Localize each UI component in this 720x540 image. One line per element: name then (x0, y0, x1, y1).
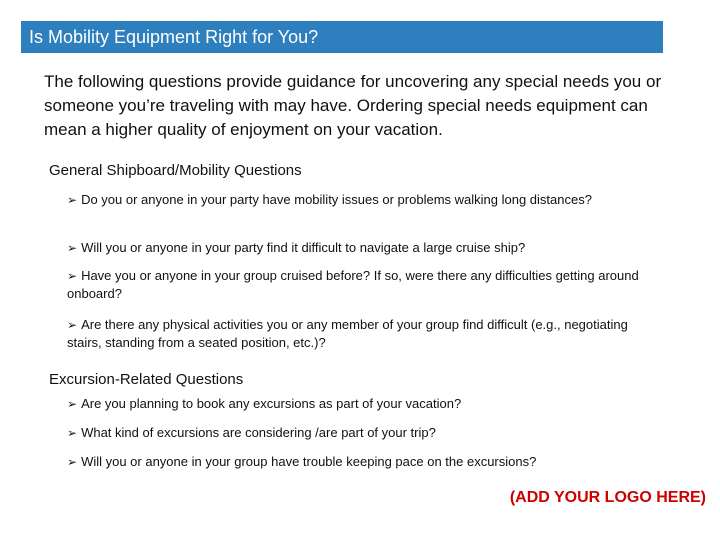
list-item (67, 316, 647, 352)
arrow-bullet-icon: ➢ (67, 397, 78, 411)
list-item-text: Do you or anyone in your party have mobility issues or problems walking long distances? (81, 192, 592, 207)
logo-placeholder: (ADD YOUR LOGO HERE) (509, 489, 706, 506)
list-item-text: Are there any physical activities you or any member of your group find difficult (e.g., negotiating stairs, standing from a seated position, etc.)? (67, 317, 628, 350)
arrow-bullet-icon: ➢ (67, 193, 78, 207)
list-item (67, 267, 647, 303)
list-item-text: Are you planning to book any excursions as part of your vacation? (81, 396, 462, 411)
list-item-text: Have you or anyone in your group cruised before? If so, were there any difficulties getting around onboard? (67, 268, 639, 301)
arrow-bullet-icon: ➢ (67, 455, 78, 469)
list-item (67, 395, 647, 413)
page-title: Is Mobility Equipment Right for You? (29, 27, 319, 47)
list-item (67, 191, 647, 209)
list-item-text: What kind of excursions are considering /are part of your trip? (81, 425, 436, 440)
section-heading-general: General Shipboard/Mobility Questions (49, 162, 302, 179)
title-bar (21, 21, 663, 53)
list-item-text: Will you or anyone in your party find it difficult to navigate a large cruise ship? (81, 240, 526, 255)
arrow-bullet-icon: ➢ (67, 318, 78, 332)
list-item (67, 239, 647, 257)
arrow-bullet-icon: ➢ (67, 269, 78, 283)
list-item-text: Will you or anyone in your group have trouble keeping pace on the excursions? (81, 454, 537, 469)
arrow-bullet-icon: ➢ (67, 426, 78, 440)
list-item (67, 424, 647, 442)
intro-paragraph: The following questions provide guidance for uncovering any special needs you or someone you’re traveling with may have. Ordering special needs equipment can mean a higher quality of enjoyment on your vacation. (44, 72, 662, 139)
arrow-bullet-icon: ➢ (67, 241, 78, 255)
section-heading-excursion: Excursion-Related Questions (49, 371, 244, 388)
list-item (67, 453, 647, 471)
